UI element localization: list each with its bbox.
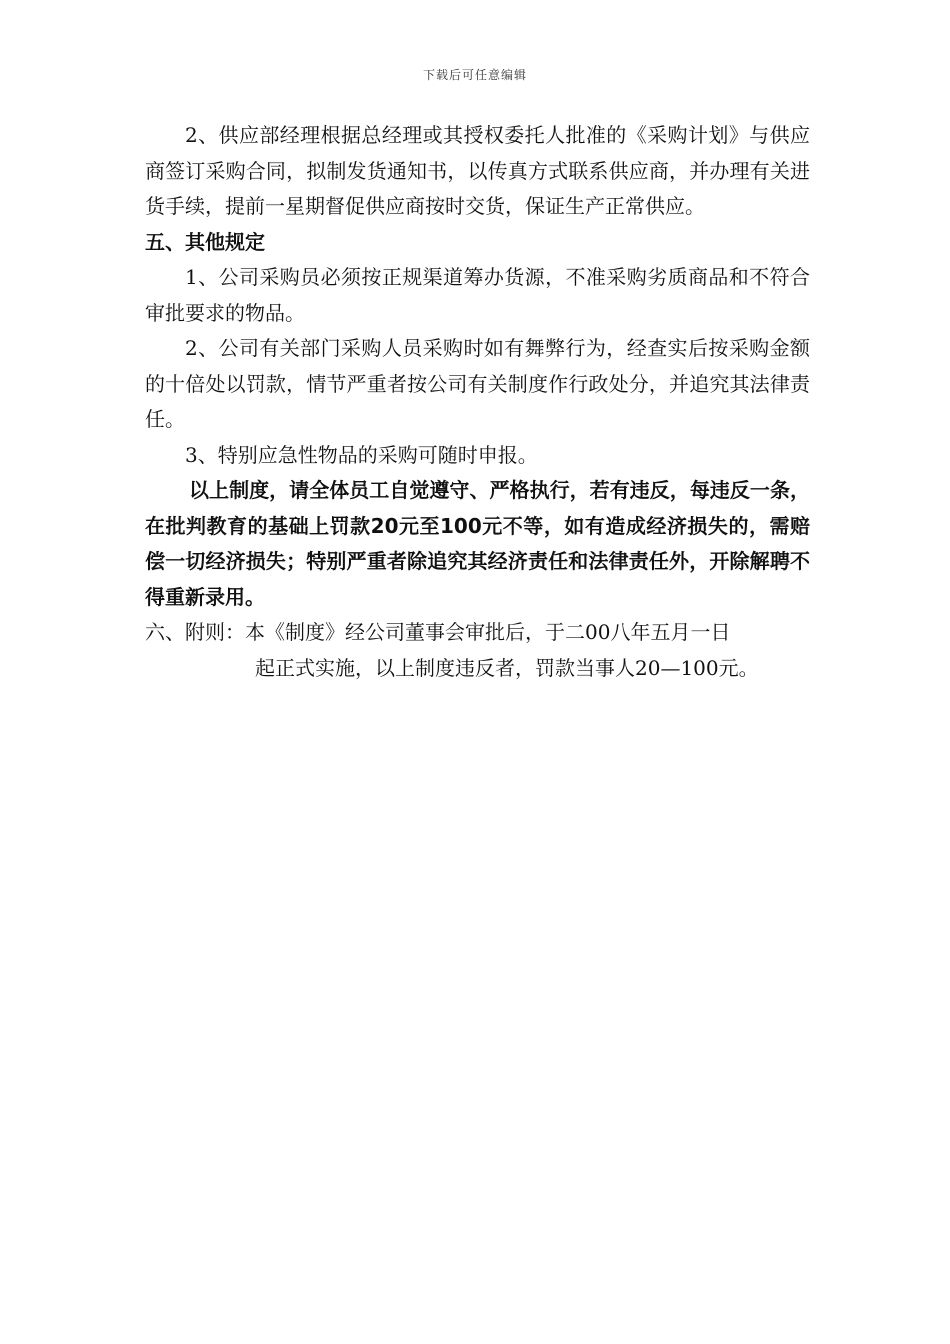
section4-item-2: 2、供应部经理根据总经理或其授权委托人批准的《采购计划》与供应商签订采购合同，拟制发货通知书，以传真方式联系供应商，并办理有关进货手续，提前一星期督促供应商按时交货，保证生产正常供应。 [145,123,810,218]
appendix-line-1: 六、附则：本《制度》经公司董事会审批后，于二00八年五月一日 [145,620,731,644]
document-body [145,118,810,686]
header-note: 下载后可任意编辑 [422,68,527,82]
section5-item-2: 2、公司有关部门采购人员采购时如有舞弊行为，经查实后按采购金额的十倍处以罚款，情节严重者按公司有关制度作行政处分，并追究其法律责任。 [145,336,810,431]
section5-heading: 五、其他规定 [145,229,265,254]
penalty-paragraph: 以上制度，请全体员工自觉遵守、严格执行，若有违反，每违反一条，在批判教育的基础上罚款20元至100元不等，如有造成经济损失的，需赔偿一切经济损失；特别严重者除追究其经济责任和法律责任外，开除解聘不得重新录用。 [145,478,810,609]
section5-item-3: 3、特别应急性物品的采购可随时申报。 [185,442,538,467]
appendix-line-2: 起正式实施，以上制度违反者，罚款当事人20—100元。 [255,655,759,680]
section5-item-1: 1、公司采购员必须按正规渠道筹办货源，不准采购劣质商品和不符合审批要求的物品。 [145,265,810,325]
